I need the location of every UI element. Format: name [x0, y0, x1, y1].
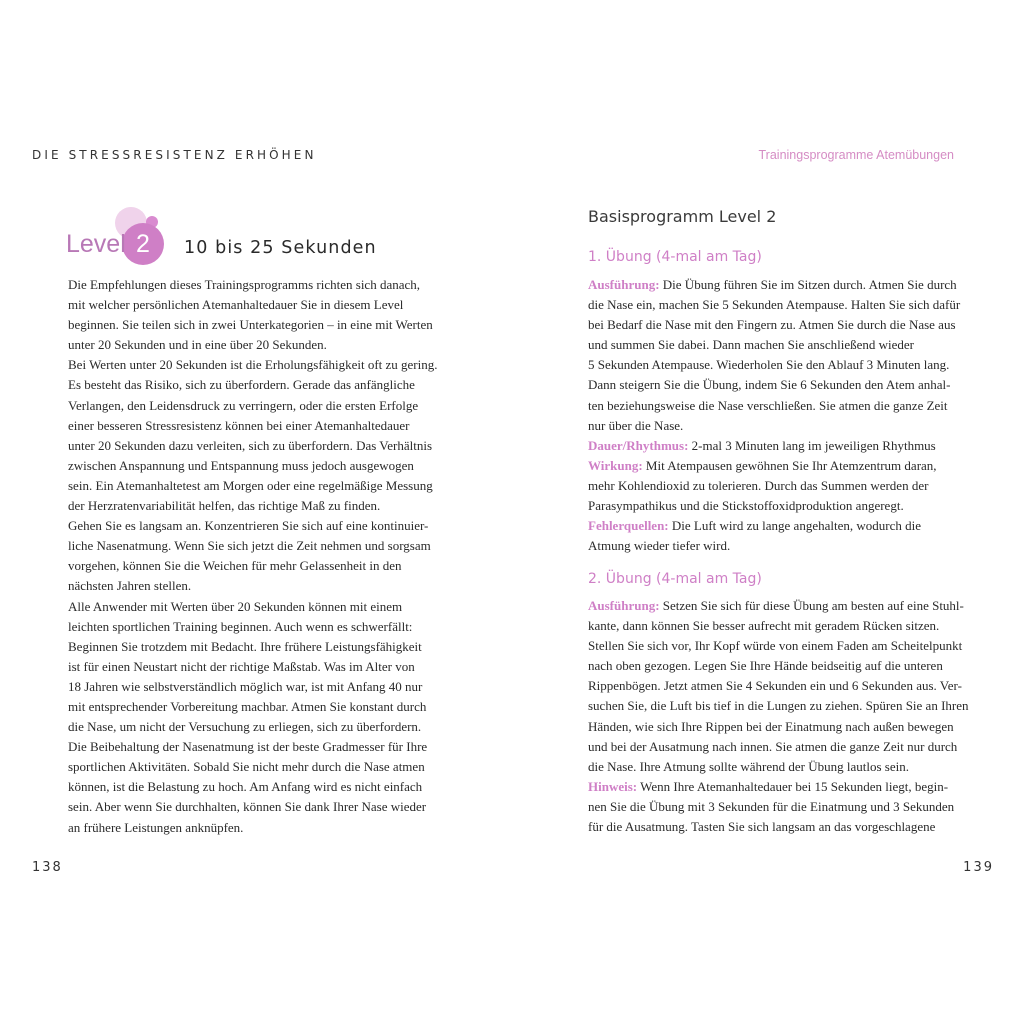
- body-line: [588, 596, 964, 616]
- line-text: und summen Sie dabei. Dann machen Sie anschließend wieder: [588, 337, 914, 353]
- body-line: die Nase, um nicht der Versuchung zu erliegen, sich zu überfordern.: [68, 719, 422, 735]
- body-line: Alle Anwender mit Werten über 20 Sekunden können mit einem: [68, 598, 403, 614]
- body-line: nächsten Jahren stellen.: [68, 578, 192, 594]
- level-number: 2: [136, 230, 150, 258]
- body-line: Beginnen Sie trotzdem mit Bedacht. Ihre frühere Leistungsfähigkeit: [68, 638, 422, 654]
- body-line: [588, 476, 960, 496]
- line-text: Dann steigern Sie die Übung, indem Sie 6 Sekunden den Atem anhal-: [588, 377, 951, 393]
- body-line: beginnen. Sie teilen sich in zwei Unterkategorien – in eine mit Werten: [68, 317, 433, 333]
- body-line: Die Beibehaltung der Nasenatmung ist der beste Gradmesser für Ihre: [68, 739, 428, 755]
- term-label: Ausführung:: [588, 598, 660, 613]
- term-label: Wirkung:: [588, 457, 643, 473]
- body-line: [588, 536, 960, 556]
- body-line: einer besseren Stressresistenz können bei einer Atemanhaltedauer: [68, 417, 410, 433]
- line-text: 2-mal 3 Minuten lang im jeweiligen Rhythmus: [688, 437, 936, 453]
- line-text: Setzen Sie sich für diese Übung am besten auf eine Stuhl-: [659, 598, 964, 613]
- line-text: Mit Atempausen gewöhnen Sie Ihr Atemzentrum daran,: [642, 457, 937, 473]
- body-line: [588, 436, 960, 456]
- exercise-1-body: [588, 275, 960, 556]
- body-line: [588, 737, 960, 757]
- running-head-left: DIE STRESSRESISTENZ ERHÖHEN: [32, 148, 317, 162]
- body-line: [588, 817, 960, 837]
- body-line: [588, 777, 960, 797]
- body-line: [588, 696, 969, 716]
- line-text: und bei der Ausatmung nach innen. Sie atmen die ganze Zeit nur durch: [588, 738, 958, 754]
- body-line: [588, 656, 960, 676]
- body-line: sportlichen Aktivitäten. Sobald Sie nicht mehr durch die Nase atmen: [68, 759, 425, 775]
- line-text: Händen, wie sich Ihre Rippen bei der Einatmung nach außen bewegen: [588, 718, 954, 734]
- line-text: Die Übung führen Sie im Sitzen durch. Atmen Sie durch: [659, 277, 957, 292]
- body-line: [588, 616, 960, 636]
- body-line: [588, 275, 960, 295]
- body-line: [588, 416, 960, 436]
- line-text: ten beziehungsweise die Nase verschließen. Sie atmen die ganze Zeit: [588, 397, 948, 413]
- term-label: Ausführung:: [588, 277, 660, 292]
- term-label: Hinweis:: [588, 778, 638, 794]
- body-line: vorgehen, können Sie die Weichen für mehr Gelassenheit in den: [68, 558, 402, 574]
- body-line: [588, 496, 960, 516]
- body-line: liche Nasenatmung. Wenn Sie sich jetzt die Zeit nehmen und sorgsam: [68, 538, 431, 554]
- body-line: [588, 315, 960, 335]
- body-line: der Herzratenvariabilität helfen, das richtige Maß zu finden.: [68, 498, 381, 514]
- program-heading: Basisprogramm Level 2: [588, 207, 777, 226]
- page-number-left: 138: [32, 860, 63, 875]
- body-line: 18 Jahren wie selbstverständlich möglich war, ist mit Anfang 40 nur: [68, 678, 423, 694]
- body-line: [588, 396, 960, 416]
- line-text: für die Ausatmung. Tasten Sie sich langsam an das vorgeschlagene: [588, 819, 936, 835]
- body-line: leichten sportlichen Training beginnen. Auch wenn es schwerfällt:: [68, 618, 413, 634]
- line-text: Rippenbögen. Jetzt atmen Sie 4 Sekunden ein und 6 Sekunden aus. Ver-: [588, 678, 962, 694]
- line-text: die Nase ein, machen Sie 5 Sekunden Atempause. Halten Sie sich dafür: [588, 297, 961, 313]
- running-head-right: Trainingsprogramme Atemübungen: [758, 148, 954, 162]
- body-line: [588, 516, 960, 536]
- body-line: Es besteht das Risiko, sich zu überfordern. Gerade das anfängliche: [68, 377, 415, 393]
- body-line: [588, 717, 960, 737]
- body-line: Verlangen, den Leidensdruck zu verringern, oder die ersten Erfolge: [68, 397, 419, 413]
- body-line: sein. Aber wenn Sie durchhalten, können Sie dank Ihrer Nase wieder: [68, 799, 427, 815]
- term-label: Fehlerquellen:: [588, 518, 669, 534]
- body-line: ist für einen Neustart nicht der richtige Maßstab. Was im Alter von: [68, 658, 415, 674]
- body-line: sein. Ein Atemanhaltetest am Morgen oder eine regelmäßige Messung: [68, 477, 433, 493]
- body-line: Die Empfehlungen dieses Trainingsprogramms richten sich danach,: [68, 277, 421, 292]
- body-line: unter 20 Sekunden und in eine über 20 Sekunden.: [68, 337, 327, 353]
- body-line: zwischen Anspannung und Entspannung muss jedoch ausgewogen: [68, 457, 414, 473]
- body-line: [588, 636, 963, 656]
- line-text: nach oben gezogen. Legen Sie Ihre Hände beidseitig auf die unteren: [588, 658, 943, 674]
- exercise-1-title: 1. Übung (4-mal am Tag): [588, 249, 762, 265]
- level-title: 10 bis 25 Sekunden: [184, 238, 377, 258]
- body-line: [588, 456, 960, 476]
- line-text: nen Sie die Übung mit 3 Sekunden für die Einatmung und 3 Sekunden: [588, 798, 955, 814]
- line-text: Die Luft wird zu lange angehalten, wodurch die: [668, 518, 921, 534]
- line-text: bei Bedarf die Nase mit den Fingern zu. Atmen Sie durch die Nase aus: [588, 317, 956, 333]
- body-line: [588, 355, 960, 375]
- body-line: [588, 676, 960, 696]
- body-line: mit entsprechender Vorbereitung machbar. Atmen Sie konstant durch: [68, 698, 427, 714]
- page-number-right: 139: [963, 860, 994, 875]
- line-text: Parasympathikus und die Stickstoffoxidproduktion angeregt.: [588, 498, 904, 514]
- line-text: Stellen Sie sich vor, Ihr Kopf würde von einem Faden am Scheitelpunkt: [588, 638, 963, 654]
- line-text: nur über die Nase.: [588, 417, 684, 433]
- body-line: [588, 295, 960, 315]
- level-word: Level: [66, 230, 126, 258]
- body-line: können, ist die Belastung zu hoch. Am Anfang wird es nicht einfach: [68, 779, 423, 795]
- body-line: Bei Werten unter 20 Sekunden ist die Erholungsfähigkeit oft zu gering.: [68, 357, 438, 373]
- body-line: Gehen Sie es langsam an. Konzentrieren Sie sich auf eine kontinuier-: [68, 518, 429, 534]
- line-text: kante, dann können Sie besser aufrecht mit geradem Rücken sitzen.: [588, 618, 940, 634]
- left-page-body: [68, 275, 440, 838]
- line-text: 5 Sekunden Atempause. Wiederholen Sie den Ablauf 3 Minuten lang.: [588, 357, 950, 373]
- level-badge: [66, 205, 176, 269]
- body-line: [588, 757, 960, 777]
- exercise-2-title: 2. Übung (4-mal am Tag): [588, 571, 762, 587]
- body-line: mit welcher persönlichen Atemanhaltedauer Sie in diesem Level: [68, 297, 404, 313]
- line-text: die Nase. Ihre Atmung sollte während der Übung lautlos sein.: [588, 758, 909, 774]
- line-text: Wenn Ihre Atemanhaltedauer bei 15 Sekunden liegt, begin-: [637, 778, 949, 794]
- body-line: an frühere Leistungen anknüpfen.: [68, 819, 244, 835]
- body-line: [588, 335, 960, 355]
- line-text: suchen Sie, die Luft bis tief in die Lungen zu ziehen. Spüren Sie an Ihren: [588, 698, 969, 714]
- term-label: Dauer/Rhythmus:: [588, 437, 689, 453]
- body-line: unter 20 Sekunden dazu verleiten, sich zu überfordern. Das Verhältnis: [68, 437, 433, 453]
- exercise-2-body: [588, 596, 969, 837]
- line-text: mehr Kohlendioxid zu tolerieren. Durch das Summen werden der: [588, 477, 929, 493]
- line-text: Atmung wieder tiefer wird.: [588, 538, 731, 554]
- body-line: [588, 375, 960, 395]
- body-line: [588, 797, 960, 817]
